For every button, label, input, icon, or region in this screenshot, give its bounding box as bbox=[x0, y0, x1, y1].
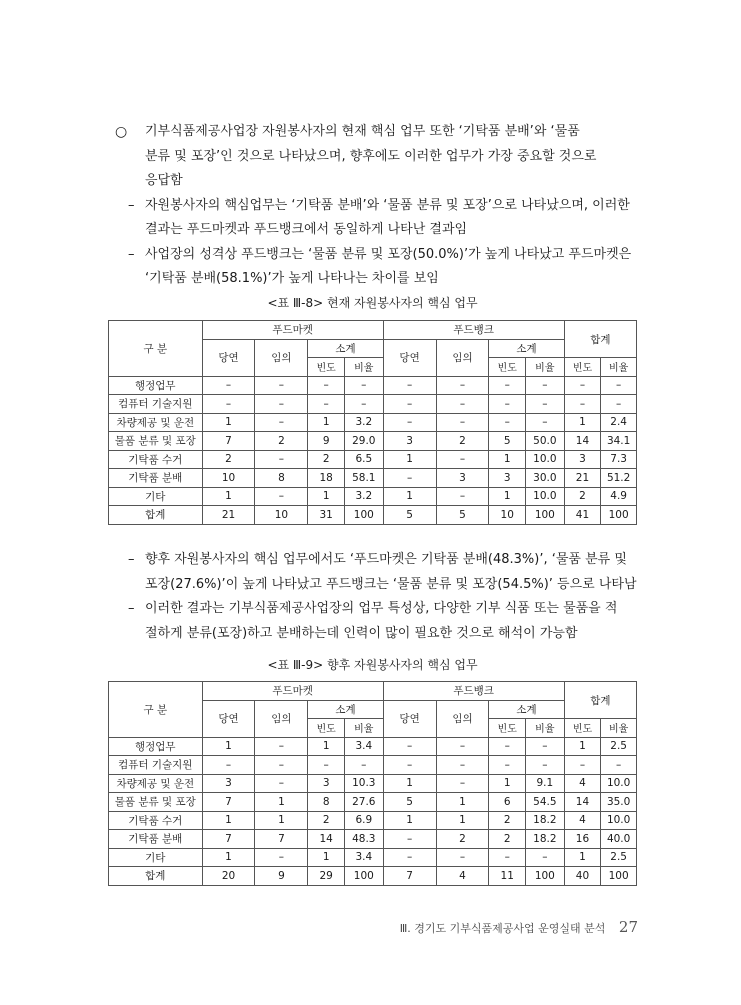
table-cell: 1 bbox=[308, 737, 345, 756]
bullet-line: 분류 및 포장’인 것으로 나타났으며, 향후에도 이러한 업무가 가장 중요할 것으로 bbox=[145, 148, 597, 164]
table-cell: – bbox=[601, 376, 637, 395]
future-paragraph bbox=[115, 548, 640, 646]
circle-bullet: ○ bbox=[115, 124, 128, 140]
table-row bbox=[109, 487, 637, 506]
bullet-line: 응답함 bbox=[145, 173, 183, 188]
table-row bbox=[109, 432, 637, 451]
header-willing: 당연 bbox=[383, 339, 436, 376]
table-cell: – bbox=[383, 848, 436, 867]
table-cell: 20 bbox=[202, 867, 255, 886]
table-cell: 18.2 bbox=[526, 830, 565, 849]
table-row bbox=[109, 756, 637, 775]
header-foodmarket: 푸드마켓 bbox=[202, 321, 383, 340]
table-cell: 1 bbox=[383, 774, 436, 793]
table-cell: 3.4 bbox=[344, 848, 383, 867]
table-cell: 1 bbox=[308, 487, 345, 506]
table-cell: 7 bbox=[383, 867, 436, 886]
header-willing: 당연 bbox=[202, 700, 255, 737]
header-subtotal: 소계 bbox=[489, 339, 564, 358]
row-label: 기탁품 분배 bbox=[109, 830, 203, 849]
row-label: 물품 분류 및 포장 bbox=[109, 793, 203, 812]
table-cell: 2 bbox=[564, 487, 601, 506]
header-random: 임의 bbox=[255, 700, 308, 737]
table-cell: 7 bbox=[202, 793, 255, 812]
row-label: 합계 bbox=[109, 867, 203, 886]
table-cell: 1 bbox=[202, 811, 255, 830]
dash-symbol: – bbox=[128, 197, 135, 213]
table-cell: – bbox=[255, 756, 308, 775]
table-cell: 29 bbox=[308, 867, 345, 886]
table-cell: – bbox=[436, 487, 489, 506]
dash-item bbox=[115, 243, 640, 268]
table-row bbox=[109, 774, 637, 793]
table-cell: 1 bbox=[436, 811, 489, 830]
table-cell: – bbox=[202, 756, 255, 775]
table-cell: 3 bbox=[564, 450, 601, 469]
table-row bbox=[109, 413, 637, 432]
table-cell: – bbox=[436, 737, 489, 756]
table-cell: 48.3 bbox=[344, 830, 383, 849]
table-cell: 100 bbox=[601, 867, 637, 886]
table-cell: – bbox=[564, 395, 601, 414]
row-label: 행정업무 bbox=[109, 376, 203, 395]
table-cell: 2 bbox=[436, 432, 489, 451]
table-cell: 2.5 bbox=[601, 848, 637, 867]
table-cell: 2 bbox=[308, 811, 345, 830]
header-random: 임의 bbox=[436, 700, 489, 737]
header-ratio: 비율 bbox=[526, 358, 565, 377]
table-cell: – bbox=[255, 450, 308, 469]
table-cell: – bbox=[489, 737, 526, 756]
table-cell: 5 bbox=[436, 506, 489, 525]
table-cell: – bbox=[255, 737, 308, 756]
table-cell: 10.0 bbox=[526, 487, 565, 506]
header-ratio: 비율 bbox=[344, 358, 383, 377]
header-freq: 빈도 bbox=[564, 358, 601, 377]
header-freq: 빈도 bbox=[564, 719, 601, 738]
table-cell: – bbox=[436, 774, 489, 793]
table-cell: 4 bbox=[436, 867, 489, 886]
table-cell: – bbox=[383, 737, 436, 756]
table-cell: – bbox=[308, 756, 345, 775]
table-cell: 3.2 bbox=[344, 487, 383, 506]
row-label: 기탁품 수거 bbox=[109, 450, 203, 469]
header-freq: 빈도 bbox=[489, 358, 526, 377]
header-ratio: 비율 bbox=[601, 719, 637, 738]
table-row bbox=[109, 867, 637, 886]
table-cell: 100 bbox=[344, 506, 383, 525]
header-total: 합계 bbox=[564, 682, 636, 719]
table-cell: – bbox=[436, 395, 489, 414]
table-cell: – bbox=[526, 376, 565, 395]
header-category: 구 분 bbox=[109, 682, 203, 738]
table-cell: 3 bbox=[383, 432, 436, 451]
table-cell: 10 bbox=[202, 469, 255, 488]
header-foodbank: 푸드뱅크 bbox=[383, 682, 564, 701]
table-cell: 7 bbox=[255, 830, 308, 849]
table-cell: – bbox=[564, 376, 601, 395]
row-label: 기타 bbox=[109, 848, 203, 867]
current-duties-table bbox=[108, 320, 637, 525]
table-cell: 100 bbox=[526, 867, 565, 886]
table-cell: – bbox=[564, 756, 601, 775]
header-foodbank: 푸드뱅크 bbox=[383, 321, 564, 340]
dash-item bbox=[115, 548, 640, 573]
table-cell: – bbox=[489, 376, 526, 395]
table-cell: 6.9 bbox=[344, 811, 383, 830]
dash-symbol: – bbox=[128, 246, 135, 262]
table-cell: 1 bbox=[202, 737, 255, 756]
table-cell: 2 bbox=[436, 830, 489, 849]
table-cell: 100 bbox=[344, 867, 383, 886]
table-cell: 3 bbox=[489, 469, 526, 488]
table-cell: – bbox=[255, 376, 308, 395]
table-cell: 9 bbox=[255, 867, 308, 886]
table-row bbox=[109, 395, 637, 414]
table-row bbox=[109, 811, 637, 830]
header-freq: 빈도 bbox=[308, 358, 345, 377]
table-row bbox=[109, 450, 637, 469]
table-cell: – bbox=[601, 395, 637, 414]
table-cell: 5 bbox=[383, 506, 436, 525]
table-cell: 29.0 bbox=[344, 432, 383, 451]
table-cell: 27.6 bbox=[344, 793, 383, 812]
table-cell: – bbox=[344, 395, 383, 414]
table-caption: <표 Ⅲ-8> 현재 자원봉사자의 핵심 업무 bbox=[267, 296, 478, 310]
header-ratio: 비율 bbox=[601, 358, 637, 377]
table-cell: 2.5 bbox=[601, 737, 637, 756]
header-ratio: 비율 bbox=[344, 719, 383, 738]
table-cell: – bbox=[489, 413, 526, 432]
dash-item-line: 향후 자원봉사자의 핵심 업무에서도 ‘푸드마켓은 기탁품 분배(48.3%)’, ‘물품 분류 및 bbox=[145, 552, 627, 567]
table-cell: – bbox=[436, 756, 489, 775]
chapter-title: Ⅲ. 경기도 기부식품제공사업 운영실태 분석 bbox=[399, 922, 606, 935]
table-cell: 1 bbox=[564, 848, 601, 867]
table-cell: 35.0 bbox=[601, 793, 637, 812]
header-random: 임의 bbox=[255, 339, 308, 376]
table-cell: – bbox=[383, 469, 436, 488]
row-label: 기탁품 수거 bbox=[109, 811, 203, 830]
table-cell: 14 bbox=[308, 830, 345, 849]
table-cell: – bbox=[526, 848, 565, 867]
table-cell: 10.0 bbox=[601, 811, 637, 830]
dash-item-line: 자원봉사자의 핵심업무는 ‘기탁품 분배’와 ‘물품 분류 및 포장’으로 나타났으며, 이러한 bbox=[145, 197, 630, 213]
header-foodmarket: 푸드마켓 bbox=[202, 682, 383, 701]
table-cell: – bbox=[383, 395, 436, 414]
table-cell: 3.2 bbox=[344, 413, 383, 432]
table-row bbox=[109, 737, 637, 756]
header-freq: 빈도 bbox=[308, 719, 345, 738]
dash-item-line: 이러한 결과는 기부식품제공사업장의 업무 특성상, 다양한 기부 식품 또는 물품을 적 bbox=[145, 601, 618, 616]
table-cell: 40.0 bbox=[601, 830, 637, 849]
table-cell: – bbox=[436, 848, 489, 867]
table-cell: 100 bbox=[526, 506, 565, 525]
table-cell: 10.0 bbox=[526, 450, 565, 469]
table-cell: – bbox=[308, 395, 345, 414]
row-label: 합계 bbox=[109, 506, 203, 525]
table-cell: 1 bbox=[489, 450, 526, 469]
table-cell: 8 bbox=[255, 469, 308, 488]
table-cell: – bbox=[383, 830, 436, 849]
table-cell: – bbox=[383, 376, 436, 395]
row-label: 기타 bbox=[109, 487, 203, 506]
table-cell: 2.4 bbox=[601, 413, 637, 432]
table-cell: 7 bbox=[202, 432, 255, 451]
table-cell: 1 bbox=[383, 450, 436, 469]
table-cell: 1 bbox=[202, 487, 255, 506]
table-cell: 9 bbox=[308, 432, 345, 451]
table-cell: – bbox=[436, 413, 489, 432]
header-subtotal: 소계 bbox=[308, 700, 383, 719]
row-label: 물품 분류 및 포장 bbox=[109, 432, 203, 451]
table-cell: 7.3 bbox=[601, 450, 637, 469]
table-cell: 41 bbox=[564, 506, 601, 525]
table-cell: 3 bbox=[436, 469, 489, 488]
header-category: 구 분 bbox=[109, 321, 203, 377]
dash-item bbox=[115, 194, 640, 219]
table-cell: – bbox=[202, 395, 255, 414]
table-cell: 21 bbox=[202, 506, 255, 525]
page-number: 27 bbox=[618, 918, 638, 936]
table-cell: – bbox=[526, 737, 565, 756]
table-cell: 6.5 bbox=[344, 450, 383, 469]
table-cell: 3.4 bbox=[344, 737, 383, 756]
table-cell: 50.0 bbox=[526, 432, 565, 451]
page-footer bbox=[300, 918, 638, 936]
table-cell: – bbox=[436, 376, 489, 395]
table-row bbox=[109, 376, 637, 395]
table-cell: 18 bbox=[308, 469, 345, 488]
table-cell: – bbox=[436, 450, 489, 469]
header-willing: 당연 bbox=[202, 339, 255, 376]
table-cell: 2 bbox=[308, 450, 345, 469]
table-cell: – bbox=[344, 376, 383, 395]
table-cell: – bbox=[526, 395, 565, 414]
table-cell: – bbox=[255, 413, 308, 432]
dash-symbol: – bbox=[128, 552, 135, 567]
table-cell: – bbox=[383, 756, 436, 775]
header-random: 임의 bbox=[436, 339, 489, 376]
table-cell: – bbox=[489, 848, 526, 867]
table-cell: 10 bbox=[489, 506, 526, 525]
table-cell: 1 bbox=[564, 737, 601, 756]
dash-item-line: 결과는 푸드마켓과 푸드뱅크에서 동일하게 나타난 결과임 bbox=[145, 222, 468, 237]
table-cell: 31 bbox=[308, 506, 345, 525]
intro-paragraph bbox=[115, 120, 640, 292]
table-cell: 30.0 bbox=[526, 469, 565, 488]
row-label: 행정업무 bbox=[109, 737, 203, 756]
table-cell: 9.1 bbox=[526, 774, 565, 793]
row-label: 컴퓨터 기술지원 bbox=[109, 756, 203, 775]
table-cell: – bbox=[308, 376, 345, 395]
table-cell: 16 bbox=[564, 830, 601, 849]
table-cell: 14 bbox=[564, 793, 601, 812]
table-cell: 1 bbox=[255, 793, 308, 812]
table-cell: 1 bbox=[489, 487, 526, 506]
table-cell: 11 bbox=[489, 867, 526, 886]
table-row bbox=[109, 469, 637, 488]
table-cell: 5 bbox=[489, 432, 526, 451]
table-cell: – bbox=[344, 756, 383, 775]
table-cell: – bbox=[255, 487, 308, 506]
table-cell: 1 bbox=[255, 811, 308, 830]
table-cell: 1 bbox=[383, 487, 436, 506]
table-cell: 6 bbox=[489, 793, 526, 812]
table-cell: 1 bbox=[308, 413, 345, 432]
table-cell: 51.2 bbox=[601, 469, 637, 488]
dash-item-line: ‘기탁품 분배(58.1%)’가 높게 나타나는 차이를 보임 bbox=[145, 271, 439, 286]
dash-item bbox=[115, 597, 640, 622]
table-row bbox=[109, 830, 637, 849]
header-total: 합계 bbox=[564, 321, 636, 358]
header-willing: 당연 bbox=[383, 700, 436, 737]
header-subtotal: 소계 bbox=[489, 700, 564, 719]
row-label: 기탁품 분배 bbox=[109, 469, 203, 488]
row-label: 차량제공 및 운전 bbox=[109, 774, 203, 793]
dash-item-line: 포장(27.6%)’이 높게 나타났고 푸드뱅크는 ‘물품 분류 및 포장(54.5%)’ 등으로 나타남 bbox=[145, 576, 637, 592]
table-cell: 2 bbox=[489, 811, 526, 830]
table-cell: 58.1 bbox=[344, 469, 383, 488]
row-label: 컴퓨터 기술지원 bbox=[109, 395, 203, 414]
table-cell: 2 bbox=[255, 432, 308, 451]
table-cell: 1 bbox=[202, 413, 255, 432]
table-cell: 3 bbox=[202, 774, 255, 793]
table-cell: 10 bbox=[255, 506, 308, 525]
table-cell: 4 bbox=[564, 811, 601, 830]
table-cell: – bbox=[489, 756, 526, 775]
table-cell: 1 bbox=[308, 848, 345, 867]
table-cell: – bbox=[255, 774, 308, 793]
future-duties-table bbox=[108, 681, 637, 886]
table-cell: – bbox=[601, 756, 637, 775]
table-cell: 4.9 bbox=[601, 487, 637, 506]
table-row bbox=[109, 793, 637, 812]
table-cell: 10.0 bbox=[601, 774, 637, 793]
table-row bbox=[109, 506, 637, 525]
table-cell: 4 bbox=[564, 774, 601, 793]
table-cell: – bbox=[255, 848, 308, 867]
table-cell: – bbox=[526, 756, 565, 775]
table-cell: 2 bbox=[489, 830, 526, 849]
table-cell: 1 bbox=[436, 793, 489, 812]
table-cell: 1 bbox=[489, 774, 526, 793]
table-cell: 10.3 bbox=[344, 774, 383, 793]
table-cell: 14 bbox=[564, 432, 601, 451]
table-cell: – bbox=[255, 395, 308, 414]
dash-symbol: – bbox=[128, 601, 135, 616]
table-cell: 1 bbox=[383, 811, 436, 830]
header-freq: 빈도 bbox=[489, 719, 526, 738]
table-cell: – bbox=[489, 395, 526, 414]
table-cell: 54.5 bbox=[526, 793, 565, 812]
table-cell: 1 bbox=[564, 413, 601, 432]
dash-item-line: 사업장의 성격상 푸드뱅크는 ‘물품 분류 및 포장(50.0%)’가 높게 나타났고 푸드마켓은 bbox=[145, 246, 632, 262]
table-cell: – bbox=[202, 376, 255, 395]
row-label: 차량제공 및 운전 bbox=[109, 413, 203, 432]
table-cell: – bbox=[383, 413, 436, 432]
table-cell: 7 bbox=[202, 830, 255, 849]
table-cell: 8 bbox=[308, 793, 345, 812]
table-cell: 21 bbox=[564, 469, 601, 488]
table-cell: 18.2 bbox=[526, 811, 565, 830]
table-cell: 34.1 bbox=[601, 432, 637, 451]
table-cell: 3 bbox=[308, 774, 345, 793]
bullet-line: 기부식품제공사업장 자원봉사자의 현재 핵심 업무 또한 ‘기탁품 분배’와 ‘물품 bbox=[145, 124, 580, 139]
table-cell: 5 bbox=[383, 793, 436, 812]
header-ratio: 비율 bbox=[526, 719, 565, 738]
table-cell: – bbox=[526, 413, 565, 432]
table-caption: <표 Ⅲ-9> 향후 자원봉사자의 핵심 업무 bbox=[267, 658, 478, 672]
table-cell: 100 bbox=[601, 506, 637, 525]
table-cell: 1 bbox=[202, 848, 255, 867]
table-row bbox=[109, 848, 637, 867]
header-subtotal: 소계 bbox=[308, 339, 383, 358]
table-cell: 2 bbox=[202, 450, 255, 469]
dash-item-line: 절하게 분류(포장)하고 분배하는데 인력이 많이 필요한 것으로 해석이 가능함 bbox=[145, 625, 578, 641]
table-cell: 40 bbox=[564, 867, 601, 886]
